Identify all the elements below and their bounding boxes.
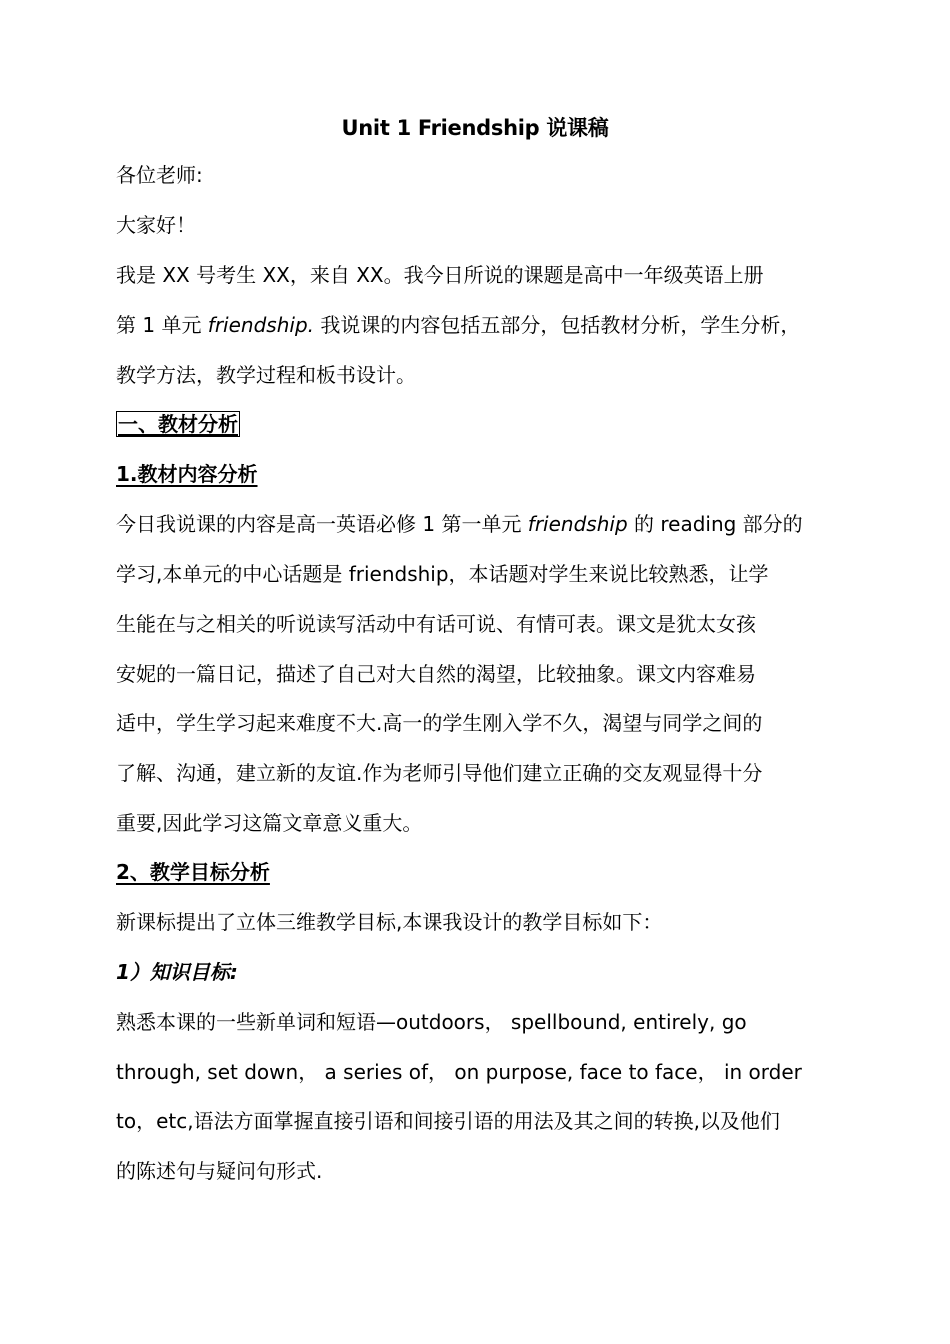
section-1-heading: 一、教材分析 bbox=[118, 412, 238, 436]
greeting-teachers: 各位老师: bbox=[116, 163, 203, 187]
knowledge-goal-line-1: 熟悉本课的一些新单词和短语—outdoors， spellbound, entirely, go bbox=[116, 1010, 747, 1034]
knowledge-goal-heading: 1）知识目标: bbox=[116, 960, 238, 984]
subsection-1-heading: 1.教材内容分析 bbox=[116, 462, 258, 486]
section-1-heading-row bbox=[116, 410, 856, 438]
intro-line-2-end: 我说课的内容包括五部分，包括教材分析，学生分析， bbox=[314, 313, 801, 337]
intro-line-2-italic: friendship. bbox=[207, 313, 314, 337]
content-line-1-start: 今日我说课的内容是高一英语必修 1 第一单元 bbox=[116, 512, 528, 536]
subsection-2-heading: 2、教学目标分析 bbox=[116, 860, 270, 884]
subsection-1-heading-row bbox=[116, 460, 856, 488]
intro-line-3: 教学方法，教学过程和板书设计。 bbox=[116, 363, 416, 387]
content-line-1 bbox=[116, 510, 856, 538]
content-line-2: 学习,本单元的中心话题是 friendship，本话题对学生来说比较熟悉，让学 bbox=[116, 562, 769, 586]
intro-line-2-start: 第 1 单元 bbox=[116, 313, 208, 337]
objectives-intro: 新课标提出了立体三维教学目标,本课我设计的教学目标如下： bbox=[116, 910, 663, 934]
content-line-7: 重要,因此学习这篇文章意义重大。 bbox=[116, 811, 423, 835]
content-line-1-end: 的 reading 部分的 bbox=[627, 512, 803, 536]
knowledge-goal-line-4: 的陈述句与疑问句形式. bbox=[116, 1159, 323, 1183]
content-line-6: 了解、沟通，建立新的友谊.作为老师引导他们建立正确的交友观显得十分 bbox=[116, 761, 763, 785]
content-line-4: 安妮的一篇日记，描述了自己对大自然的渴望，比较抽象。课文内容难易 bbox=[116, 662, 756, 686]
knowledge-goal-heading-row bbox=[116, 958, 856, 986]
knowledge-goal-line-2: through, set down， a series of， on purpose, face to face， in order bbox=[116, 1060, 802, 1084]
intro-line-2 bbox=[116, 311, 856, 339]
content-line-5: 适中，学生学习起来难度不大.高一的学生刚入学不久，渴望与同学之间的 bbox=[116, 711, 763, 735]
subsection-2-heading-row bbox=[116, 858, 856, 886]
greeting-everyone: 大家好！ bbox=[116, 213, 196, 237]
document-title: Unit 1 Friendship 说课稿 bbox=[341, 116, 609, 140]
knowledge-goal-line-3: to，etc,语法方面掌握直接引语和间接引语的用法及其之间的转换,以及他们 bbox=[116, 1109, 780, 1133]
content-line-1-italic: friendship bbox=[527, 512, 628, 536]
intro-line-1: 我是 XX 号考生 XX，来自 XX。我今日所说的课题是高中一年级英语上册 bbox=[116, 263, 764, 287]
content-line-3: 生能在与之相关的听说读写活动中有话可说、有情可表。课文是犹太女孩 bbox=[116, 612, 756, 636]
